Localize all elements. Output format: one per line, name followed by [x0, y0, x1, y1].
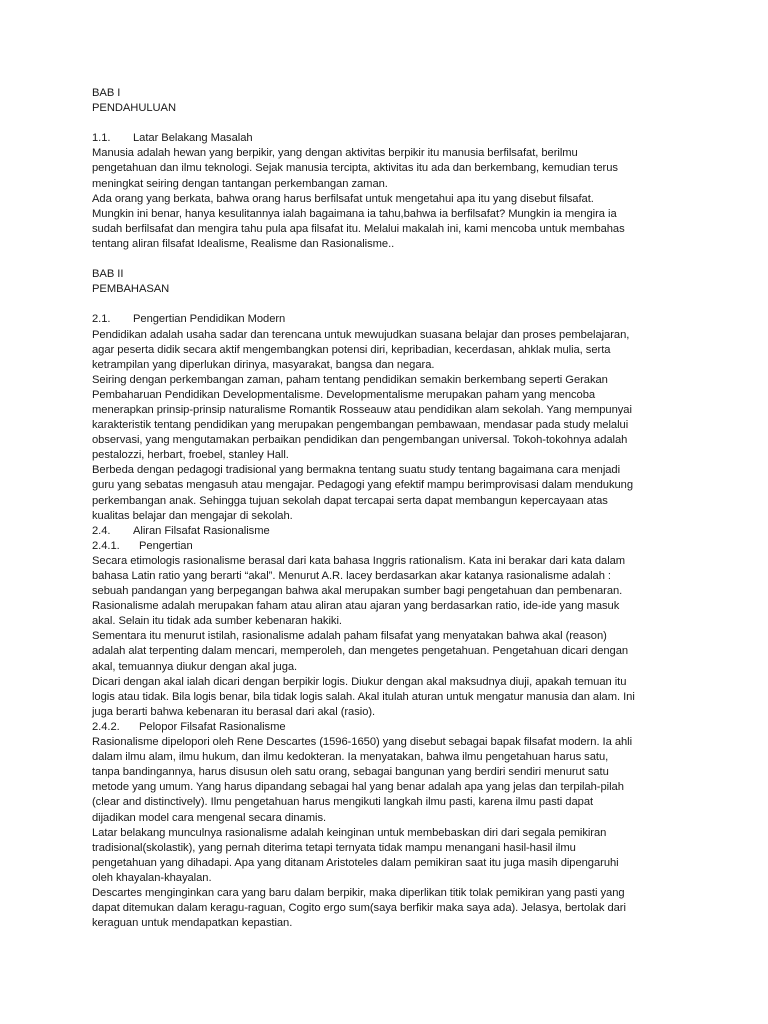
section-title: Aliran Filsafat Rasionalisme: [133, 524, 270, 537]
paragraph: [92, 328, 686, 373]
section-number: 2.4.1.: [92, 539, 120, 552]
text-line: Rasionalisme adalah merupakan faham atau aliran atau ajaran yang berdasarkan ratio, ide-ide yang masuk: [92, 600, 620, 613]
paragraph: [92, 146, 686, 191]
chapter-2-label: BAB II: [92, 268, 124, 281]
text-line: adalah alat terpenting dalam mencari, memperoleh, dan mengetes pengetahuan. Pengetahuan dicari dengan: [92, 645, 629, 658]
text-line: observasi, yang mengutamakan perbaikan pendidikan dan pengembangan universal. Tokoh-tokohnya adalah: [92, 434, 628, 447]
text-line: pestalozzi, herbart, froebel, stanley Hall.: [92, 449, 289, 462]
section-number: 2.1.: [92, 313, 111, 326]
section-title: Pengertian Pendidikan Modern: [133, 313, 286, 326]
text-line: oleh khayalan-khayalan.: [92, 871, 212, 884]
text-line: Pendidikan adalah usaha sadar dan terencana untuk mewujudkan suasana belajar dan proses pembelajaran,: [92, 328, 630, 341]
section-number: 1.1.: [92, 132, 111, 145]
section-number: 2.4.: [92, 524, 111, 537]
text-line: dapat ditemukan dalam keragu-raguan, Cogito ergo sum(saya berfikir maka saya ada). Jelasya, bertolak dari: [92, 902, 626, 915]
text-line: guru yang sebatas mengasuh atau mengajar. Pedagogi yang efektif mampu berimprovisasi dalam mendukung: [92, 479, 634, 492]
spacer: [92, 116, 686, 131]
text-line: Ada orang yang berkata, bahwa orang harus berfilsafat untuk mengetahui apa itu yang disebut filsafat.: [92, 192, 594, 205]
section-2-4-1-heading: [92, 539, 686, 554]
text-line: ketrampilan yang diperlukan dirinya, masyarakat, bangsa dan negara.: [92, 358, 435, 371]
text-line: Berbeda dengan pedagogi tradisional yang bermakna tentang suatu study tentang bagaimana cara menjadi: [92, 464, 621, 477]
text-line: Secara etimologis rasionalisme berasal dari kata bahasa Inggris rationalism. Kata ini berakar dari kata dalam: [92, 554, 626, 567]
paragraph: [92, 826, 686, 886]
section-number: 2.4.2.: [92, 720, 120, 733]
chapter-1-title: PENDAHULUAN: [92, 102, 176, 115]
paragraph: [92, 463, 686, 523]
section-2-4-heading: [92, 524, 686, 539]
text-line: Descartes menginginkan cara yang baru dalam berpikir, maka diperlikan titik tolak pemikiran yang pasti yang: [92, 886, 625, 899]
text-line: Seiring dengan perkembangan zaman, paham tentang pendidikan semakin berkembang seperti Gerakan: [92, 373, 608, 386]
section-title: Pengertian: [139, 539, 193, 552]
text-line: perkembangan anak. Sehingga tujuan sekolah dapat tercapai serta dapat membangun kepercayaan atas: [92, 494, 608, 507]
text-line: sebuah pandangan yang berpegangan bahwa akal merupakan sumber bagi pengetahuan dan pembenaran.: [92, 585, 623, 598]
text-line: bahasa Latin ratio yang berarti “akal”. Menurut A.R. lacey berdasarkan akar katanya rasionalisme adalah :: [92, 570, 611, 582]
section-title: Pelopor Filsafat Rasionalisme: [139, 720, 286, 733]
text-line: kualitas belajar dan mengajar di sekolah.: [92, 509, 293, 522]
text-line: Dicari dengan akal ialah dicari dengan berpikir logis. Diukur dengan akal maksudnya diuji, apakah temuan itu: [92, 675, 627, 688]
spacer: [92, 252, 686, 267]
text-line: tradisional(skolastik), yang pernah diterima tetapi ternyata tidak mampu menangani hasil-hasil ilmu: [92, 841, 576, 854]
text-line: pengetahuan dan ilmu teknologi. Sejak manusia tercipta, aktivitas itu ada dan berkembang, kemudian terus: [92, 162, 618, 175]
text-line: Latar belakang munculnya rasionalisme adalah keinginan untuk membebaskan diri dari segala pemikiran: [92, 826, 607, 839]
section-title: Latar Belakang Masalah: [133, 132, 253, 145]
text-line: Manusia adalah hewan yang berpikir, yang dengan aktivitas berpikir itu manusia berfilsafat, berilmu: [92, 147, 578, 160]
chapter-1-label: BAB I: [92, 87, 121, 99]
spacer: [92, 297, 686, 312]
text-line: tanpa bandingannya, harus disusun oleh satu orang, sebagai bangunan yang berdiri sendiri menurut satu: [92, 766, 609, 779]
section-1-1-heading: [92, 131, 686, 146]
text-line: dijadikan model cara mengenal secara dinamis.: [92, 811, 327, 824]
paragraph: [92, 735, 686, 826]
text-line: karakteristik tentang pendidikan yang merupakan pengembangan pembawaan, mendasar pada study melalui: [92, 419, 629, 432]
document-page: [92, 86, 686, 931]
paragraph: [92, 554, 686, 629]
text-line: keraguan untuk mendapatkan kepastian.: [92, 917, 293, 930]
paragraph: [92, 192, 686, 252]
paragraph: [92, 373, 686, 464]
section-2-4-2-heading: [92, 720, 686, 735]
text-line: logis atau tidak. Bila logis benar, bila tidak logis salah. Akal itulah aturan untuk mengatur manusia dan alam. Ini: [92, 690, 635, 703]
text-line: metode yang umum. Yang harus dipandang sebagai hal yang benar adalah apa yang jelas dan terpilah-pilah: [92, 781, 624, 794]
text-line: Rasionalisme dipelopori oleh Rene Descartes (1596-1650) yang disebut sebagai bapak filsafat modern. Ia ahli: [92, 736, 633, 749]
paragraph: [92, 886, 686, 931]
text-line: akal. Selain itu tidak ada sumber kebenaran hakiki.: [92, 615, 342, 628]
text-line: sudah berfilsafat dan mengira tahu pula apa filsafat itu. Melalui makalah ini, kami mencoba untuk membahas: [92, 222, 625, 235]
text-line: akal, temuannya diukur dengan akal juga.: [92, 660, 298, 673]
text-line: meningkat seiring dengan tantangan perkembangan zaman.: [92, 177, 388, 190]
paragraph: [92, 629, 686, 674]
chapter-2-title: PEMBAHASAN: [92, 283, 170, 296]
text-line: tentang aliran filsafat Idealisme, Realisme dan Rasionalisme..: [92, 237, 395, 250]
text-line: Mungkin ini benar, hanya kesulitannya ialah bagaimana ia tahu,bahwa ia berfilsafat? Mungkin ia mengira ia: [92, 207, 617, 220]
text-line: menerapkan prinsip-prinsip naturalisme Romantik Rosseauw atau pendidikan alam sekolah. Yang mempunyai: [92, 403, 632, 416]
paragraph: [92, 675, 686, 720]
text-line: (clear and distinctively). Ilmu pengetahuan harus mengikuti langkah ilmu pasti, karena ilmu pasti dapat: [92, 796, 594, 809]
text-line: agar peserta didik secara aktif mengembangkan potensi diri, kepribadian, kecerdasan, ahklak mulia, serta: [92, 343, 611, 356]
text-line: dalam ilmu alam, ilmu hukum, dan ilmu kedokteran. Ia menyatakan, bahwa ilmu pengetahuan harus satu,: [92, 751, 609, 764]
text-line: juga berarti bahwa kebenaran itu berasal dari akal (rasio).: [92, 705, 376, 718]
section-2-1-heading: [92, 312, 686, 327]
text-line: Sementara itu menurut istilah, rasionalisme adalah paham filsafat yang menyatakan bahwa akal (reason): [92, 630, 607, 643]
text-line: pengetahuan yang dihadapi. Apa yang ditanam Aristoteles dalam pemikiran saat itu juga masih dipengaruhi: [92, 856, 619, 869]
text-line: Pembaharuan Pendidikan Developmentalisme. Developmentalisme merupakan paham yang mencoba: [92, 388, 596, 401]
